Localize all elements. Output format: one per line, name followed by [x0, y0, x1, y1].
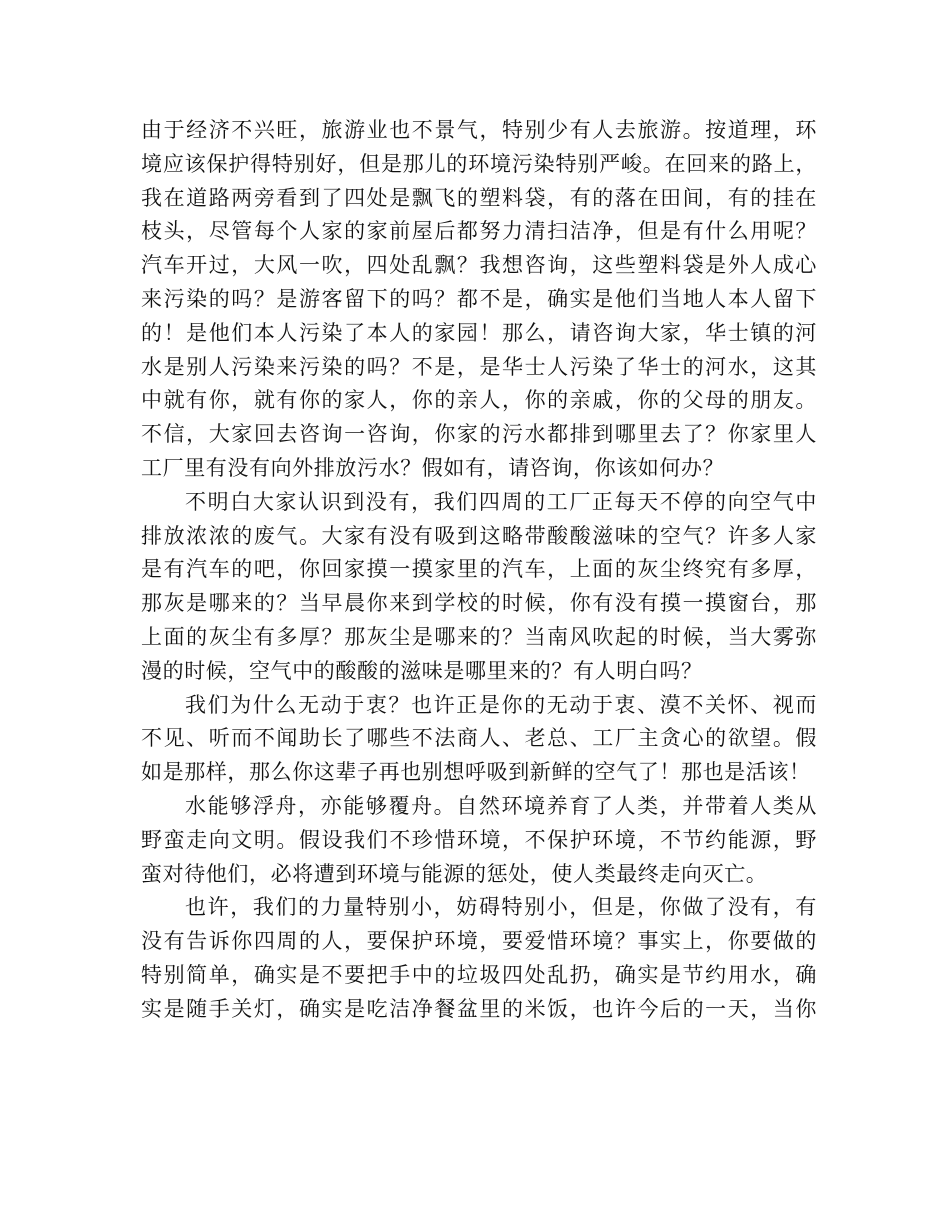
text-line: 工厂里有没有向外排放污水？假如有，请咨询，你该如何办？ — [141, 455, 725, 480]
body-text — [141, 114, 817, 1027]
text-line: 上面的灰尘有多厚？那灰尘是哪来的？当南风吹起的时候，当大雾弥 — [141, 624, 817, 649]
text-line: 中就有你，就有你的家人，你的亲人，你的亲戚，你的父母的朋友。 — [141, 388, 817, 413]
text-line: 不见、听而不闻助长了哪些不法商人、老总、工厂主贪心的欲望。假 — [141, 726, 817, 751]
paragraph-1 — [141, 114, 817, 486]
text-line: 特别简单，确实是不要把手中的垃圾四处乱扔，确实是节约用水，确 — [141, 962, 817, 987]
text-line: 那灰是哪来的？当早晨你来到学校的时候，你有没有摸一摸窗台，那 — [141, 591, 817, 616]
text-line: 我们为什么无动于衷？也许正是你的无动于衷、漠不关怀、视而 — [185, 692, 817, 717]
text-line: 由于经济不兴旺，旅游业也不景气，特别少有人去旅游。按道理，环 — [141, 118, 817, 142]
paragraph-3 — [141, 689, 817, 790]
text-line: 我在道路两旁看到了四处是飘飞的塑料袋，有的落在田间，有的挂在 — [141, 185, 817, 210]
text-line: 汽车开过，大风一吹，四处乱飘？我想咨询，这些塑料袋是外人成心 — [141, 253, 817, 278]
text-line: 来污染的吗？是游客留下的吗？都不是，确实是他们当地人本人留下 — [141, 286, 817, 311]
text-line: 不信，大家回去咨询一咨询，你家的污水都排到哪里去了？你家里人 — [141, 422, 817, 447]
text-line: 没有告诉你四周的人，要保护环境，要爱惜环境？事实上，你要做的 — [141, 929, 817, 954]
paragraph-2 — [141, 486, 817, 689]
text-line: 的！是他们本人污染了本人的家园！那么，请咨询大家，华士镇的河 — [141, 320, 817, 345]
text-line: 水能够浮舟，亦能够覆舟。自然环境养育了人类，并带着人类从 — [185, 793, 817, 818]
text-line: 也许，我们的力量特别小，妨碍特别小，但是，你做了没有，有 — [185, 895, 817, 920]
text-line: 漫的时候，空气中的酸酸的滋味是哪里来的？有人明白吗？ — [141, 658, 703, 683]
text-line: 是有汽车的吧，你回家摸一摸家里的汽车，上面的灰尘终究有多厚， — [141, 557, 817, 582]
text-line: 野蛮走向文明。假设我们不珍惜环境，不保护环境，不节约能源，野 — [141, 827, 817, 852]
text-line: 境应该保护得特别好，但是那儿的环境污染特别严峻。在回来的路上， — [141, 151, 817, 176]
text-line: 实是随手关灯，确实是吃洁净餐盆里的米饭，也许今后的一天，当你 — [141, 996, 817, 1021]
text-line: 不明白大家认识到没有，我们四周的工厂正每天不停的向空气中 — [185, 489, 817, 514]
text-line: 蛮对待他们，必将遭到环境与能源的惩处，使人类最终走向灭亡。 — [141, 861, 768, 886]
paragraph-4 — [141, 790, 817, 891]
text-line: 如是那样，那么你这辈子再也别想呼吸到新鲜的空气了！那也是活该！ — [141, 760, 811, 785]
text-line: 排放浓浓的废气。大家有没有吸到这略带酸酸滋味的空气？许多人家 — [141, 523, 817, 548]
text-line: 水是别人污染来污染的吗？不是，是华士人污染了华士的河水，这其 — [141, 354, 817, 379]
paragraph-5 — [141, 891, 817, 1026]
text-line: 枝头，尽管每个人家的家前屋后都努力清扫洁净，但是有什么用呢？ — [141, 219, 817, 244]
